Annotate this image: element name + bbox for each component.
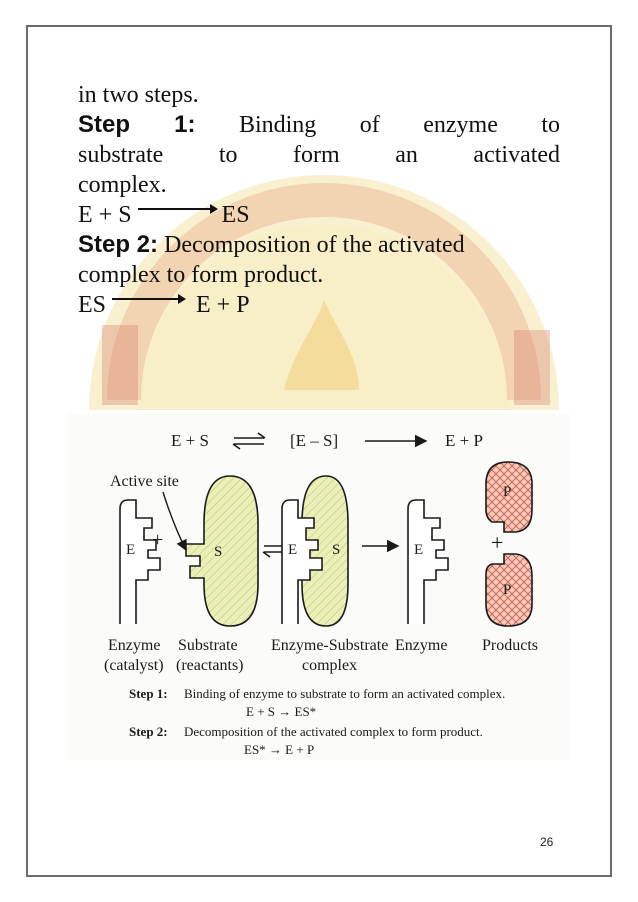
enzyme-diagram (68, 414, 570, 760)
equilibrium-arrow-icon (233, 433, 265, 449)
top-eq-middle: [E – S] (290, 431, 339, 450)
reaction-arrow-icon (112, 298, 184, 300)
caption-complex: Enzyme-Substrate (271, 637, 389, 654)
step1-line2 (78, 140, 560, 170)
fig-step1-text: Binding of enzyme to substrate to form an activated complex. (184, 686, 506, 701)
pointer-arrow-icon (163, 492, 186, 550)
caption-products: Products (482, 637, 538, 654)
plus-sign: + (152, 529, 164, 551)
step2-line1 (78, 230, 560, 260)
page-number: 26 (540, 835, 554, 849)
step2-text: Decomposition of the activated (164, 232, 465, 258)
step2-line2: complex to form product. (78, 262, 324, 288)
step1-word: of (359, 112, 380, 138)
step2-label: Step 2: (78, 231, 159, 258)
equation-2-right: E + P (196, 292, 250, 318)
enzyme2-label: E (414, 542, 424, 558)
step1-word: activated (473, 142, 561, 168)
fig-step2-eq: ES* → E + P (244, 742, 315, 757)
substrate-label: S (214, 544, 223, 560)
step1-word: to (218, 142, 238, 168)
fig-step2-text: Decomposition of the activated complex to form product. (184, 724, 483, 739)
caption-substrate: Substrate (178, 637, 238, 654)
product-label: P (503, 484, 512, 500)
equation-1 (78, 200, 560, 230)
intro-line: in two steps. (78, 82, 199, 108)
fig-step2-label: Step 2: (129, 724, 168, 739)
enzyme-mechanism-figure (68, 414, 570, 760)
step1-line1 (78, 110, 560, 140)
step1-word: to (541, 112, 560, 138)
fig-step1-eq: E + S → ES* (246, 704, 317, 719)
caption-enzyme: Enzyme (108, 637, 161, 654)
step1-word: form (293, 142, 340, 168)
top-eq-left: E + S (171, 431, 209, 450)
plus-sign: + (491, 530, 504, 555)
step1-line3: complex. (78, 172, 167, 198)
step1-word: Binding (238, 112, 317, 138)
caption-complex-sub: complex (302, 657, 358, 674)
step1-word: substrate (78, 142, 164, 168)
equation-2 (78, 290, 560, 320)
active-site-label: Active site (110, 473, 179, 490)
reaction-arrow-icon (138, 208, 216, 210)
caption-enzyme2: Enzyme (395, 637, 448, 654)
fig-step1-label: Step 1: (129, 686, 168, 701)
equation-1-right: ES (221, 202, 250, 228)
equation-1-left: E + S (78, 202, 132, 228)
step1-label: Step 1: (78, 111, 196, 138)
complex-enzyme-label: E (288, 542, 298, 558)
caption-substrate-sub: (reactants) (176, 657, 244, 674)
enzyme2-shape (408, 500, 448, 624)
product-label: P (503, 582, 512, 598)
complex-substrate-label: S (332, 542, 341, 558)
step1-word: an (395, 142, 418, 168)
top-eq-right: E + P (445, 431, 483, 450)
enzyme-shape (120, 500, 160, 624)
step1-word: enzyme (423, 112, 498, 138)
equation-2-left: ES (78, 292, 107, 318)
caption-enzyme-sub: (catalyst) (104, 657, 164, 674)
enzyme-label: E (126, 542, 136, 558)
